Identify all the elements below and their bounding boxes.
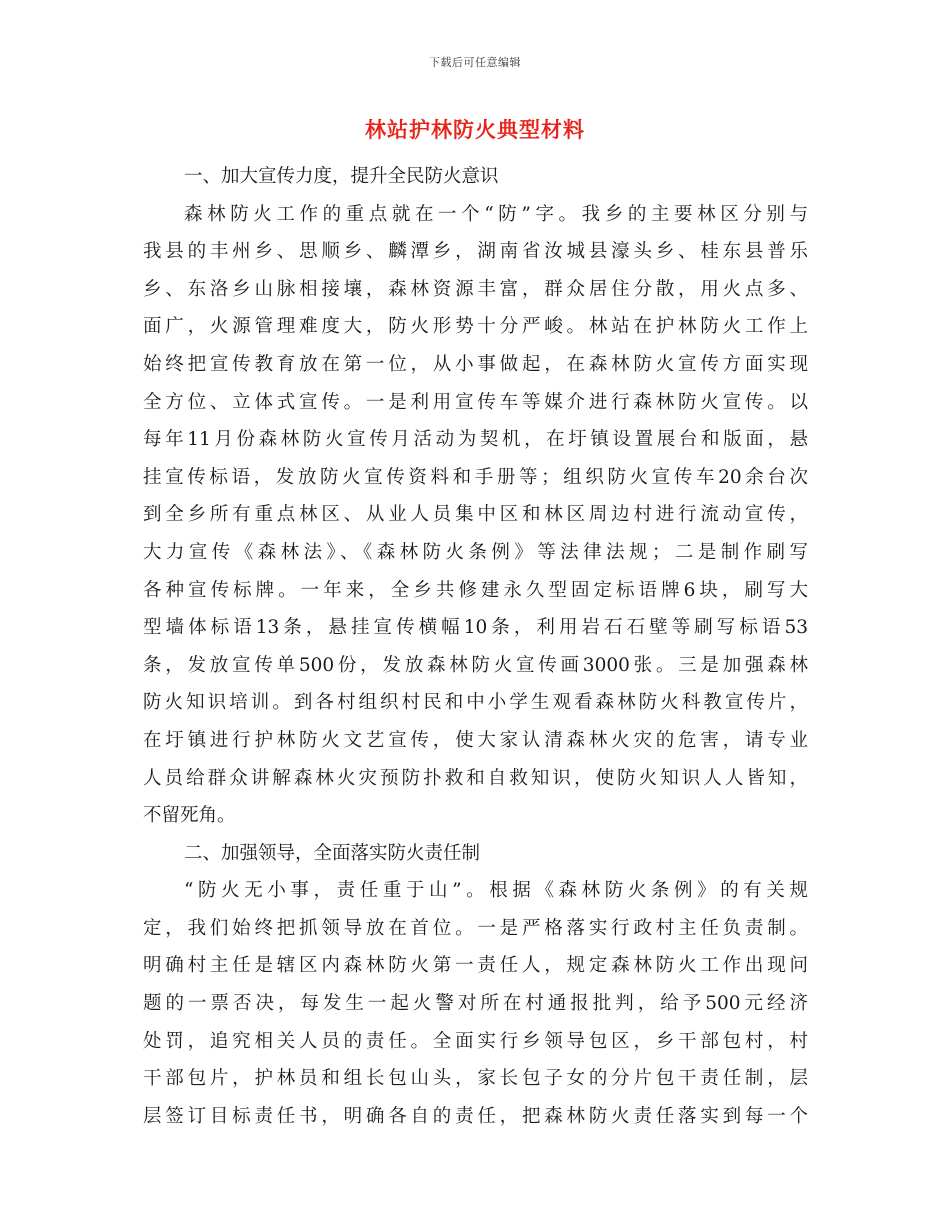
text-line: 二、加强领导，全面落实防火责任制 <box>184 842 481 864</box>
text-line: 处罚，追究相关人员的责任。全面实行乡领导包区，乡干部包村，村 <box>143 1030 808 1052</box>
text-line: 在圩镇进行护林防火文艺宣传，使大家认清森林火灾的危害，请专业 <box>143 729 808 751</box>
text-line: 条，发放宣传单500份，发放森林防火宣传画3000张。三是加强森林 <box>143 654 808 676</box>
text-line: 人员给群众讲解森林火灾预防扑救和自救知识，使防火知识人人皆知， <box>143 767 808 789</box>
text-line: 到全乡所有重点林区、从业人员集中区和林区周边村进行流动宣传， <box>143 504 808 526</box>
document-body <box>143 158 808 1135</box>
text-line: 明确村主任是辖区内森林防火第一责任人，规定森林防火工作出现问 <box>143 955 808 977</box>
text-line: 全方位、立体式宣传。一是利用宣传车等媒介进行森林防火宣传。以 <box>143 391 808 413</box>
text-line: 我县的丰州乡、思顺乡、麟潭乡，湖南省汝城县濠头乡、桂东县普乐 <box>143 241 808 263</box>
text-line: “防火无小事，责任重于山”。根据《森林防火条例》的有关规 <box>184 880 808 902</box>
text-line: 一、加大宣传力度，提升全民防火意识 <box>184 166 499 187</box>
text-line: 森林防火工作的重点就在一个“防”字。我乡的主要林区分别与 <box>184 203 808 225</box>
text-line: 乡、东洛乡山脉相接壤，森林资源丰富，群众居住分散，用火点多、 <box>143 278 808 300</box>
text-line: 防火知识培训。到各村组织村民和中小学生观看森林防火科教宣传片， <box>143 692 808 714</box>
text-line: 干部包片，护林员和组长包山头，家长包子女的分片包干责任制，层 <box>143 1068 808 1090</box>
text-line: 型墙体标语13条，悬挂宣传横幅10条，利用岩石石壁等刷写标语53 <box>143 617 808 639</box>
text-line: 面广，火源管理难度大，防火形势十分严峻。林站在护林防火工作上 <box>143 316 808 338</box>
text-line: 每年11月份森林防火宣传月活动为契机，在圩镇设置展台和版面，悬 <box>143 429 808 451</box>
text-line: 层签订目标责任书，明确各自的责任，把森林防火责任落实到每一个 <box>143 1105 808 1127</box>
header-note: 下载后可任意编辑 <box>429 56 521 69</box>
text-line: 题的一票否决，每发生一起火警对所在村通报批判，给予500元经济 <box>143 993 808 1015</box>
text-line: 各种宣传标牌。一年来，全乡共修建永久型固定标语牌6块，刷写大 <box>143 579 808 601</box>
text-line: 定，我们始终把抓领导放在首位。一是严格落实行政村主任负责制。 <box>143 917 808 939</box>
document-title: 林站护林防火典型材料 <box>365 117 585 142</box>
text-line: 大力宣传《森林法》、《森林防火条例》等法律法规；二是制作刷写 <box>143 541 808 563</box>
text-line: 不留死角。 <box>143 805 236 827</box>
text-line: 挂宣传标语，发放防火宣传资料和手册等；组织防火宣传车20余台次 <box>143 466 808 488</box>
text-line: 始终把宣传教育放在第一位，从小事做起，在森林防火宣传方面实现 <box>143 353 808 375</box>
